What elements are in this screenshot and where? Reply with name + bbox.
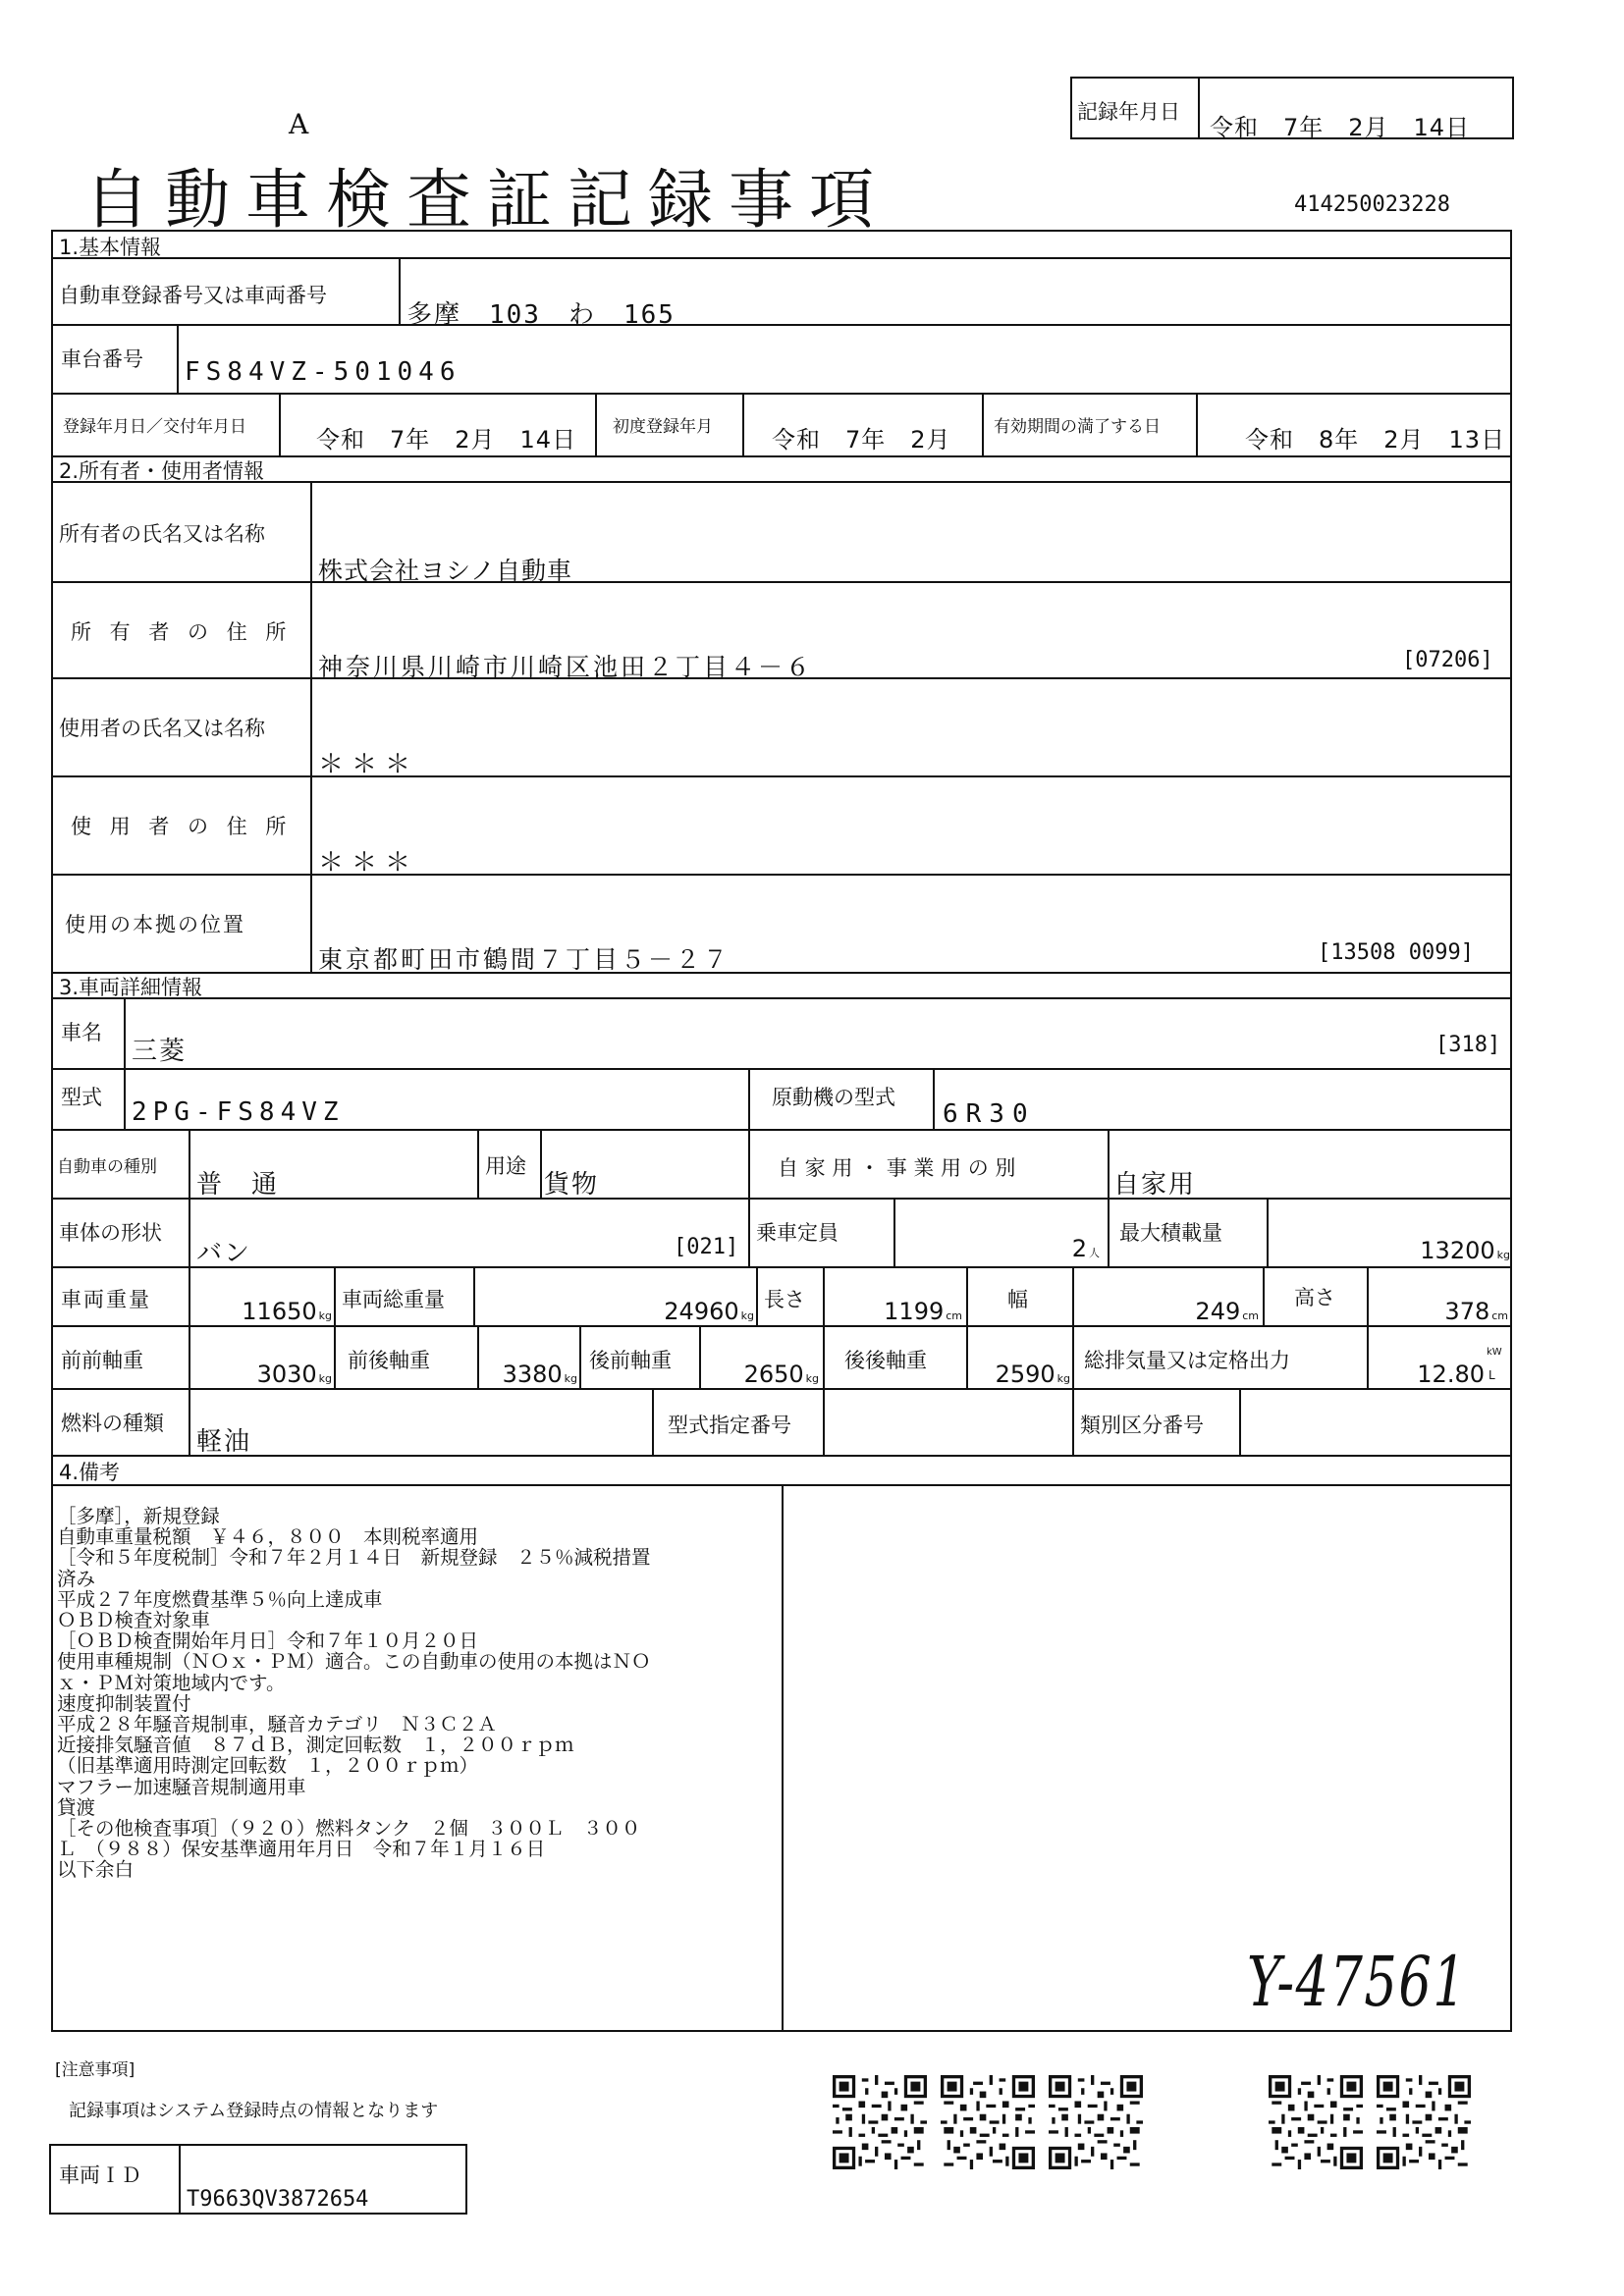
capacity-value: 2 [1071,1235,1087,1262]
model-label: 型式 [61,1086,102,1109]
plate-label: 自動車登録番号又は車両番号 [59,284,327,307]
record-date-value: 令和 7年 2月 14日 [1210,114,1471,141]
type-designation-label: 型式指定番号 [668,1414,791,1437]
gross-label: 車両総重量 [342,1288,445,1311]
make-code: [318] [1435,1033,1501,1057]
qr-code-2 [941,2075,1035,2169]
use-value: 貨物 [544,1170,600,1200]
vehicle-id-value: T9663QV3872654 [187,2187,369,2212]
qr-code-3 [1049,2075,1143,2169]
plate-value: 多摩 103 わ 165 [406,300,676,330]
private-value: 自家用 [1113,1170,1197,1200]
vehicle-id-label: 車両ＩＤ [59,2163,141,2187]
width-value: 249 [1195,1298,1241,1325]
fr-axle-value: 3380 [502,1361,563,1388]
fuel-label: 燃料の種類 [61,1412,164,1435]
handwritten-note: Y-47561 [1247,1942,1468,2022]
owner-addr-value: 神奈川県川崎市川崎区池田２丁目４－６ [318,653,814,681]
document-number: 414250023228 [1294,192,1450,217]
capacity-unit: 人 [1089,1247,1100,1259]
caution-text: 記録事項はシステム登録時点の情報となります [69,2101,439,2121]
rf-axle-value: 2650 [743,1361,804,1388]
qr-code-4 [1269,2075,1363,2169]
fr-axle-label: 前後軸重 [348,1349,430,1372]
user-name-value: ＊＊＊ [318,750,419,779]
caution-label: [注意事項] [55,2060,135,2080]
section-owner: 2.所有者・使用者情報 [59,459,265,483]
first-reg-value: 令和 7年 2月 [772,426,951,454]
gross-value: 24960 [664,1298,739,1325]
first-reg-label: 初度登録年月 [613,417,713,437]
notes-text: ［多摩］，新規登録 自動車重量税額 ￥４６，８００ 本則税率適用 ［令和５年度税制］令和７年２月１４日 新規登録 ２５％減税措置 済み 平成２７年度燃費基準５％向上達成車 ＯＢＤ検査対象車 ［ＯＢＤ検査開始年月日］令和７年１０月２０日 使用車種規制（ＮＯｘ・ＰＭ）適合。この自動車の使用の本拠はＮＯ ｘ・ＰＭ対策地域内です。 速度抑制装置付 平成２８年騒音規制車，騒音カテゴリ Ｎ３Ｃ２Ａ 近接排気騒音値 ８７ｄＢ，測定回転数 １，２００ｒｐｍ （旧基準適用時測定回転数 １，２００ｒｐｍ） マフラー加速騒音規制適用車 貸渡 ［その他検査事項］（９２０）燃料タンク ２個 ３００Ｌ ３００ Ｌ （９８８）保安基準適用年月日 令和７年１月１６日 以下余白 [57,1505,651,1882]
rr-axle-value: 2590 [995,1361,1056,1388]
length-label: 長さ [764,1288,805,1311]
base-label: 使用の本拠の位置 [65,913,245,936]
reg-date-value: 令和 7年 2月 14日 [316,426,577,454]
displacement-unit-l: L [1489,1368,1495,1382]
form-letter: A [289,108,309,140]
displacement-value: 12.80 [1417,1361,1485,1388]
section-vehicle: 3.車両詳細情報 [59,976,203,999]
model-value: 2PG-FS84VZ [132,1097,345,1127]
weight-label: 車両重量 [61,1288,151,1311]
use-label: 用途 [485,1154,526,1178]
owner-addr-code: [07206] [1402,648,1493,672]
weight-value: 11650 [242,1298,317,1325]
category-label: 類別区分番号 [1080,1414,1204,1437]
section-basic: 1.基本情報 [59,236,162,259]
make-value: 三菱 [132,1037,188,1066]
height-label: 高さ [1294,1286,1335,1309]
rf-axle-label: 後前軸重 [589,1349,672,1372]
fuel-value: 軽油 [196,1427,252,1457]
owner-name-value: 株式会社ヨシノ自動車 [318,557,573,585]
displacement-label: 総排気量又は定格出力 [1084,1349,1290,1372]
user-addr-label: 使 用 者 の 住 所 [71,815,293,838]
make-label: 車名 [61,1021,102,1044]
kind-label: 自動車の種別 [57,1157,157,1177]
expiry-value: 令和 8年 2月 13日 [1245,426,1506,454]
height-value: 378 [1444,1298,1490,1325]
chassis-value: FS84VZ-501046 [185,357,461,387]
section-notes: 4.備考 [59,1461,121,1484]
engine-label: 原動機の型式 [772,1086,895,1109]
page-title: 自動車検査証記録事項 [84,162,890,238]
reg-date-label: 登録年月日／交付年月日 [63,417,246,437]
length-value: 1199 [884,1298,945,1325]
capacity-label: 乗車定員 [756,1221,839,1245]
base-code: [13508 0099] [1318,940,1474,965]
expiry-label: 有効期間の満了する日 [994,417,1161,437]
user-name-label: 使用者の氏名又は名称 [59,717,265,740]
base-value: 東京都町田市鶴間７丁目５－２７ [318,945,731,974]
body-label: 車体の形状 [59,1221,162,1245]
owner-name-label: 所有者の氏名又は名称 [59,522,265,546]
owner-addr-label: 所 有 者 の 住 所 [71,620,293,644]
private-label: 自 家 用 ・ 事 業 用 の 別 [778,1156,1016,1180]
body-value: バン [196,1239,252,1268]
rr-axle-label: 後後軸重 [844,1349,927,1372]
kind-value: 普 通 [196,1170,280,1200]
ff-axle-label: 前前軸重 [61,1349,143,1372]
ff-axle-value: 3030 [256,1361,317,1388]
qr-code-5 [1377,2075,1471,2169]
max-load-value: 13200 [1420,1237,1495,1264]
engine-value: 6R30 [943,1099,1036,1129]
max-load-label: 最大積載量 [1119,1221,1222,1245]
user-addr-value: ＊＊＊ [318,848,419,878]
displacement-unit-kw: kW [1487,1347,1502,1358]
record-date-label: 記録年月日 [1077,100,1180,124]
body-code: [021] [674,1235,739,1259]
qr-code-1 [833,2075,927,2169]
width-label: 幅 [1007,1288,1028,1311]
chassis-label: 車台番号 [61,347,143,371]
